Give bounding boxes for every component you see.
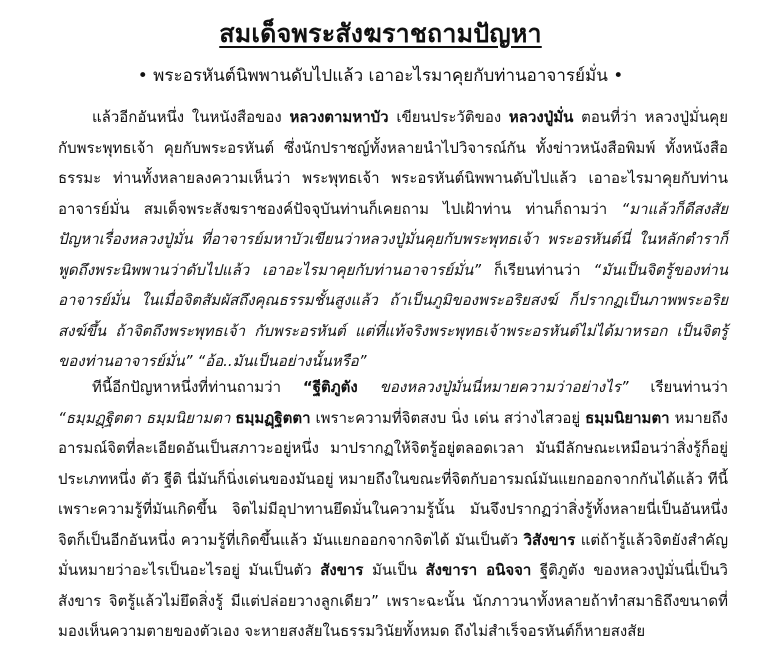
text-run: หมายถึงอารมณ์จิตที่ละเอียดอันเป็นสภาวะอยู่หนึ่ง มาปรากฏให้จิตรู้อยู่ตลอดเวลา มันมีลักษณะเหมือนว่าสิ่งรู้ก็อยู่ประเภทหนึ่ง ตัว ฐีติ นี่มันก็นิ่งเด่นของมันอยู่ หมายถึงในขณะที่จิตกับอารมณ์มันแยกออกจากกันได้แล้ว ทีนี้เพราะความรู้ที่มันเกิดขึ้น จิตไม่มีอุปาทานยึดมั่นในความรู้นั้น มันจึงปรากฏว่าสิ่งรู้ทั้งหลายนี่เป็นอันหนึ่ง จิตก็เป็นอีกอันหนึ่ง ความรู้ที่เกิดขึ้นแล้ว มันแยกออกจากจิตได้ มันเป็นตัว: [58, 408, 728, 549]
text-run: เพราะฉะนั้น นักภาวนาทั้งหลายถ้าทำสมาธิถึงขนาดที่มองเห็นความตายของตัวเอง จะหายสงสัยในธรรมวินัยทั้งหมด ถึงไม่สำเร็จอรหันต์ก็หายสงสัย: [58, 591, 728, 640]
text-run: เพราะความที่จิตสงบ นิ่ง เด่น สว่างไสวอยู่: [310, 408, 586, 427]
bold-term-visankhara: วิสังขาร: [523, 530, 576, 549]
text-run: มันเป็น: [363, 561, 426, 579]
document-subtitle: • พระอรหันต์นิพพานดับไปแล้ว เอาอะไรมาคุยกับท่านอาจารย์มั่น •: [137, 66, 624, 86]
italic-quote-answer: “มันเป็นจิตรู้ของท่านอาจารย์มั่น ในเมื่อจิตสัมผัสถึงคุณธรรมชั้นสูงแล้ว ถ้าเป็นภูมิของพระอริยสงฆ์ ก็ปรากฏเป็นภาพพระอริยสงฆ์ขึ้น ถ้าจิตถึงพระพุทธเจ้า กับพระอรหันต์ แต่ที่แท้จริงพระพุทธเจ้าพระอรหันต์ไม่ได้มาหรอก เป็นจิตรู้ของท่านอาจารย์มั่น” “อ้อ..มันเป็นอย่างนั้นหรือ”: [58, 260, 728, 370]
text-run: แต่ถ้ารู้แล้วจิตยังสำคัญมั่นหมายว่าอะไรเป็นอะไรอยู่ มันเป็นตัว: [58, 530, 728, 579]
text-run: ก็เรียนท่านว่า: [480, 260, 594, 279]
text-run: เขียนประวัติของ: [388, 108, 509, 126]
bold-name-luangta-mahabua: หลวงตามหาบัว: [289, 108, 389, 126]
italic-pali-terms: “ธมฺมฏฺฐิตตา ธมฺมนิยามตา: [58, 408, 236, 427]
paragraph-1: [58, 102, 728, 377]
text-run: ทีนี้อีกปัญหาหนึ่งที่ท่านถามว่า: [92, 378, 303, 396]
paragraph-2: [58, 372, 728, 647]
bold-term-thitibhutang: “ฐีติภูตัง: [302, 378, 358, 396]
text-run: เรียนท่านว่า: [628, 378, 728, 396]
bold-term-dhammatthitata: ธมฺมฏฺฐิตตา: [235, 408, 311, 427]
bold-name-luangpu-mun: หลวงปู่มั่น: [508, 108, 574, 126]
bold-term-dhammaniyamata: ธมฺมนิยามตา: [585, 408, 670, 427]
italic-quote-question: “มาแล้วก็ดีสงสัยปัญหาเรื่องหลวงปู่มั่น ที่อาจารย์มหาบัวเขียนว่าหลวงปู่มั่นคุยกับพระพุทธเจ้า พระอรหันต์นี่ ในหลักตำราก็พูดถึงพระนิพพานว่าดับไปแล้ว เอาอะไรมาคุยกับท่านอาจารย์มั่น”: [58, 199, 728, 279]
text-run: ฐีติภูตัง ของหลวงปู่มั่นนี่เป็นวิสังขาร จิตรู้แล้วไม่ยึดสิ่งรู้ มีแต่ปล่อยวางลูกเดียว”: [58, 561, 728, 610]
document-title: สมเด็จพระสังฆราชถามปัญหา: [219, 19, 542, 48]
bold-term-sankhara-anicca: สังขารา อนิจจา: [425, 561, 532, 579]
text-run: ตอนที่ว่า หลวงปู่มั่นคุยกับพระพุทธเจ้า คุยกับพระอรหันต์ ซึ่งนักปราชญ์ทั้งหลายนำไปวิจารณ์กัน ทั้งข่าวหนังสือพิมพ์ ทั้งหนังสือธรรมะ ท่านทั้งหลายลงความเห็นว่า พระพุทธเจ้า พระอรหันต์นิพพานดับไปแล้ว เอาอะไรมาคุยกับท่านอาจารย์มั่น สมเด็จพระสังฆราชองค์ปัจจุบันท่านก็เคยถาม ไปเฝ้าท่าน ท่านก็ถามว่า: [58, 108, 728, 218]
bold-term-sankhara: สังขาร: [320, 561, 364, 579]
italic-question: ของหลวงปู่มั่นนี่หมายความว่าอย่างไร”: [357, 378, 629, 396]
text-run: แล้วอีกอันหนึ่ง ในหนังสือของ: [92, 108, 290, 126]
